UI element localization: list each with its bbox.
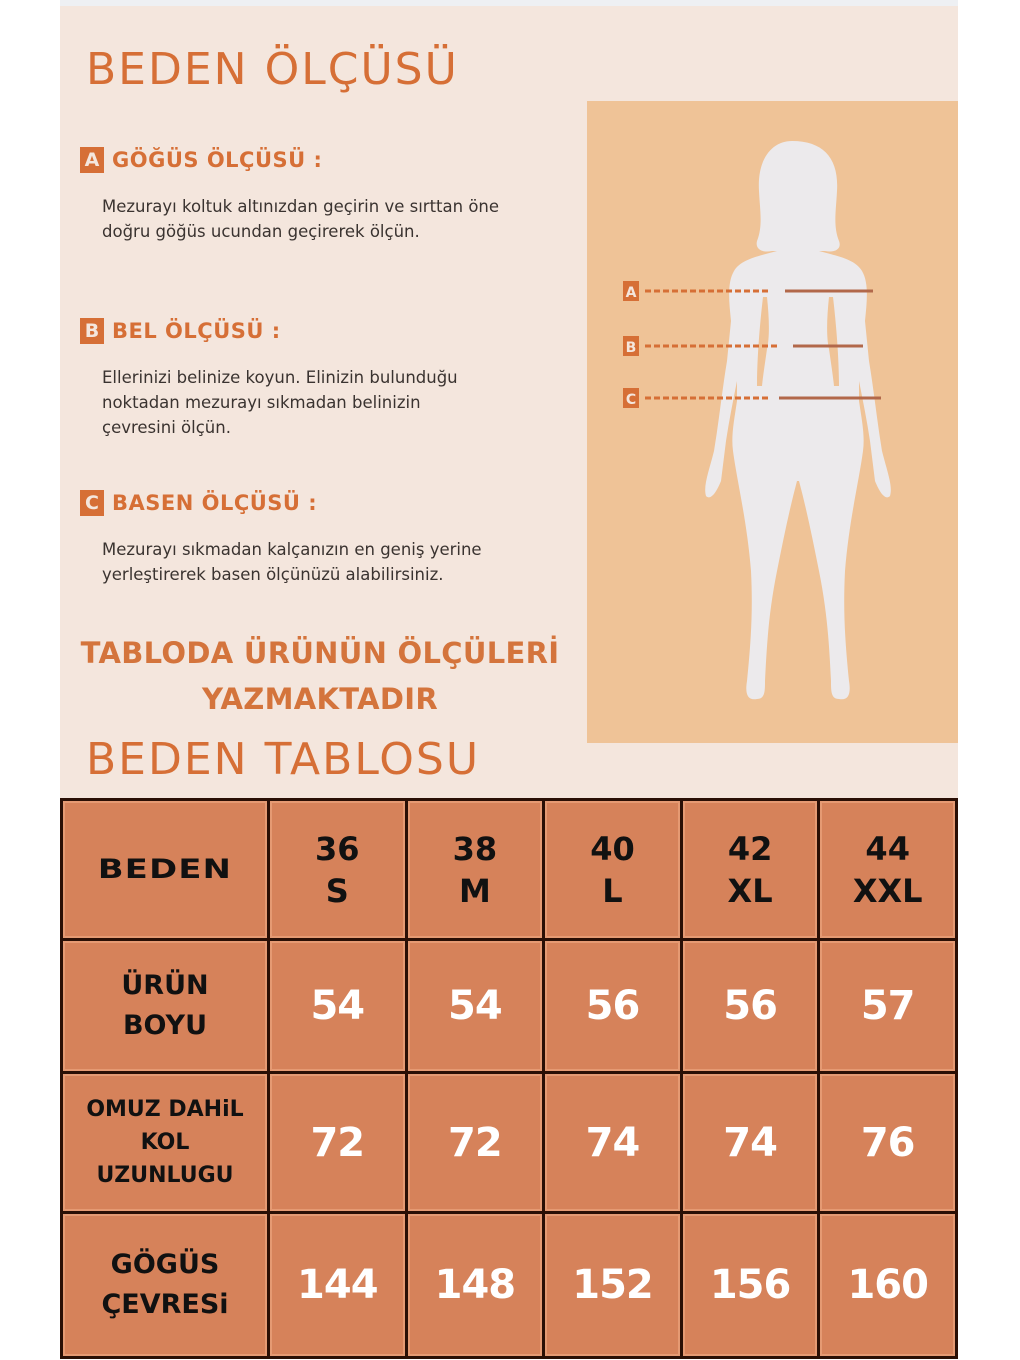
size-column-header [681, 800, 819, 940]
value-cell: 148 [406, 1213, 544, 1358]
description-line: Mezurayı koltuk altınızdan geçirin ve sırttan öne [102, 197, 500, 216]
row-label-cell [62, 1073, 269, 1213]
letter-b-badge: B [80, 318, 104, 344]
size-guide-page [60, 0, 958, 1356]
size-column-header [819, 800, 957, 940]
note-line: TABLODA ÜRÜNÜN ÖLÇÜLERİ [80, 636, 560, 670]
row-label-cell [62, 940, 269, 1073]
value-cell: 160 [819, 1213, 957, 1358]
female-body-silhouette-icon [587, 101, 958, 743]
section-description [102, 537, 572, 587]
row-label: OMUZ DAHiL [86, 1097, 244, 1122]
letter-a-badge: A [80, 147, 104, 173]
value-cell: 57 [819, 940, 957, 1073]
section-hip [80, 489, 572, 587]
value-cell: 74 [544, 1073, 682, 1213]
section-chest [80, 146, 572, 244]
row-label: BOYU [122, 1010, 208, 1041]
value-cell: 54 [406, 940, 544, 1073]
svg-text:B: B [625, 340, 637, 356]
description-line: çevresini ölçün. [102, 418, 231, 437]
table-header-row [62, 800, 957, 940]
section-description [102, 365, 572, 440]
svg-text:C: C [625, 392, 637, 408]
row-label: UZUNLUGU [96, 1163, 234, 1188]
note-line: YAZMAKTADIR [202, 682, 438, 716]
value-cell: 152 [544, 1213, 682, 1358]
value-cell: 72 [406, 1073, 544, 1213]
size-column-header [544, 800, 682, 940]
size-letter: S [325, 871, 349, 910]
description-line: yerleştirerek basen ölçünüzü alabilirsiniz. [102, 565, 444, 584]
section-title: BEL ÖLÇÜSÜ : [112, 319, 281, 343]
value-cell: 144 [269, 1213, 407, 1358]
section-title: GÖĞÜS ÖLÇÜSÜ : [112, 148, 323, 172]
size-number: 40 [590, 829, 635, 868]
description-line: doğru göğüs ucundan geçirerek ölçün. [102, 222, 420, 241]
size-letter: M [458, 871, 491, 910]
size-number: 36 [315, 829, 360, 868]
table-row [62, 1213, 957, 1358]
size-letter: L [602, 871, 623, 910]
section-description [102, 194, 572, 244]
value-cell: 72 [269, 1073, 407, 1213]
row-label: ÜRÜN [121, 970, 209, 1001]
svg-text:A: A [625, 285, 637, 301]
row-label: KOL [140, 1130, 190, 1155]
description-line: Ellerinizi belinize koyun. Elinizin bulunduğu [102, 368, 458, 387]
value-cell: 56 [681, 940, 819, 1073]
size-column-header [406, 800, 544, 940]
row-label-cell [62, 1213, 269, 1358]
description-line: noktadan mezurayı sıkmadan belinizin [102, 393, 421, 412]
size-letter: XL [727, 871, 773, 910]
value-cell: 54 [269, 940, 407, 1073]
header-label: BEDEN [97, 854, 233, 885]
value-cell: 74 [681, 1073, 819, 1213]
top-strip [60, 0, 958, 6]
size-number: 38 [452, 829, 498, 868]
row-label: ÇEVRESi [101, 1289, 229, 1320]
body-figure-panel [587, 101, 958, 743]
letter-c-badge: C [80, 490, 104, 516]
size-number: 44 [865, 829, 910, 868]
page-title: BEDEN ÖLÇÜSÜ [86, 44, 459, 95]
header-label-cell [62, 800, 269, 940]
section-waist [80, 317, 572, 440]
table-title: BEDEN TABLOSU [86, 734, 481, 785]
table-row [62, 940, 957, 1073]
row-label: GÖGÜS [110, 1249, 220, 1280]
value-cell: 76 [819, 1073, 957, 1213]
size-table [60, 798, 958, 1359]
value-cell: 156 [681, 1213, 819, 1358]
size-letter: XXL [852, 871, 923, 910]
measurement-note [60, 630, 580, 722]
description-line: Mezurayı sıkmadan kalçanızın en geniş yerine [102, 540, 482, 559]
size-number: 42 [727, 829, 773, 868]
section-title: BASEN ÖLÇÜSÜ : [112, 491, 318, 515]
table-row [62, 1073, 957, 1213]
value-cell: 56 [544, 940, 682, 1073]
